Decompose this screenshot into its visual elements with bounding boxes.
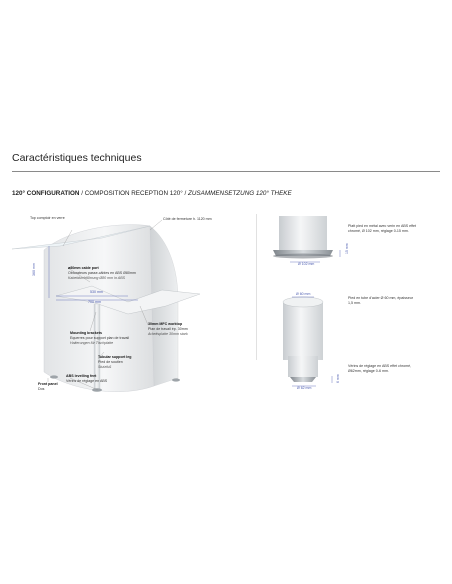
cable-port-fr: Obturateurs passe-câbles en ABS Ø80mm xyxy=(68,271,136,276)
detail1-height: 15 mm xyxy=(345,243,349,254)
detail-levelling-foot xyxy=(288,356,332,386)
label-mounting-brackets xyxy=(70,331,129,347)
tube-shape xyxy=(283,302,323,360)
detail2-note-line1: Pied en tube d'acier Ø 60 mm, épaisseur xyxy=(348,296,414,300)
label-top: Top comptoir en verre xyxy=(30,216,65,220)
page-title: Caractéristiques techniques xyxy=(12,152,142,164)
detail1-note xyxy=(348,224,416,234)
support-leg-title: Tubular support leg xyxy=(98,355,132,359)
config-en: 120° CONFIGURATION xyxy=(12,190,80,197)
detail2-diameter: Ø 60 mm xyxy=(296,292,311,296)
config-separator-1: / xyxy=(79,190,85,197)
worktop-title: 30mm MFC worktop xyxy=(148,322,183,326)
support-leg-fr: Pied de soutien xyxy=(98,360,123,365)
mounting-brackets-title: Mounting brackets xyxy=(70,331,102,335)
config-separator-2: / xyxy=(182,190,189,197)
detail3-height: 6 mm xyxy=(336,374,340,383)
front-panel-fr: Dos xyxy=(38,387,45,392)
detail-steel-tube xyxy=(283,297,323,360)
levelling-foot-shape xyxy=(172,378,180,381)
levelling-foot-shape xyxy=(92,388,102,391)
vertical-divider xyxy=(256,214,257,360)
label-closure-side: Côté de fermeture h. 1120 mm xyxy=(163,217,212,221)
detail3-diameter: Ø 62 mm xyxy=(297,386,312,390)
label-levelling-feet xyxy=(66,374,107,384)
cable-port-title: ø80mm cable port xyxy=(68,266,99,270)
config-fr: COMPOSITION RECEPTION 120° xyxy=(84,190,183,197)
worktop-fr: Plan de travail ép. 30mm xyxy=(148,327,188,332)
cable-port-de: Kabeldurchführung Ø80 mm in ABS xyxy=(68,276,125,281)
depth1-dimension-label: 530 mm xyxy=(90,290,103,294)
detail1-diameter: Ø 102 mm xyxy=(298,262,315,266)
front-panel-title: Front panel xyxy=(38,382,58,386)
mounting-brackets-fr: Equerres pour support plan de travail xyxy=(70,336,130,341)
detail1-note-line1: Platt pied en métal avec verin en ABS effet xyxy=(348,224,417,228)
tube-shape xyxy=(279,216,327,250)
label-support-leg xyxy=(98,355,131,371)
levelling-foot-shape xyxy=(50,375,58,378)
tube-shape xyxy=(288,356,318,377)
detail3-note xyxy=(348,364,411,374)
levelling-feet-fr: Vérins de réglage en ABS xyxy=(66,379,108,384)
detail1-note-line2: chromé, Ø 102 mm, réglage 0-15 mm. xyxy=(348,229,409,234)
worktop-de: Arbeitsplatte 30mm stark xyxy=(148,332,188,337)
detail3-note-line1: Vérins de réglage en ABS effet chromé, xyxy=(348,364,412,368)
label-cable-port xyxy=(68,266,136,282)
levelling-feet-title: ABS levelling feet xyxy=(66,374,97,378)
detail2-note-line2: 1,5 mm. xyxy=(348,301,361,306)
tube-top xyxy=(283,297,323,307)
leader-line xyxy=(150,220,162,230)
mounting-brackets-de: Halterungen für Tischplatte xyxy=(70,341,114,346)
support-leg-de: Stutzfuß xyxy=(98,365,112,370)
detail2-note xyxy=(348,296,413,306)
label-front-panel xyxy=(38,382,58,392)
detail-base-plate xyxy=(273,216,340,262)
config-de: ZUSAMMENSETZUNG 120° THEKE xyxy=(188,190,292,197)
plate-shadow xyxy=(273,254,333,259)
chrome-foot xyxy=(290,377,316,382)
detail3-note-line2: Ø62mm, réglage 0-6 mm. xyxy=(348,369,389,374)
depth2-dimension-label: 700 mm xyxy=(88,300,101,304)
label-worktop xyxy=(148,322,188,338)
height-dimension-label: 360 mm xyxy=(32,263,36,276)
